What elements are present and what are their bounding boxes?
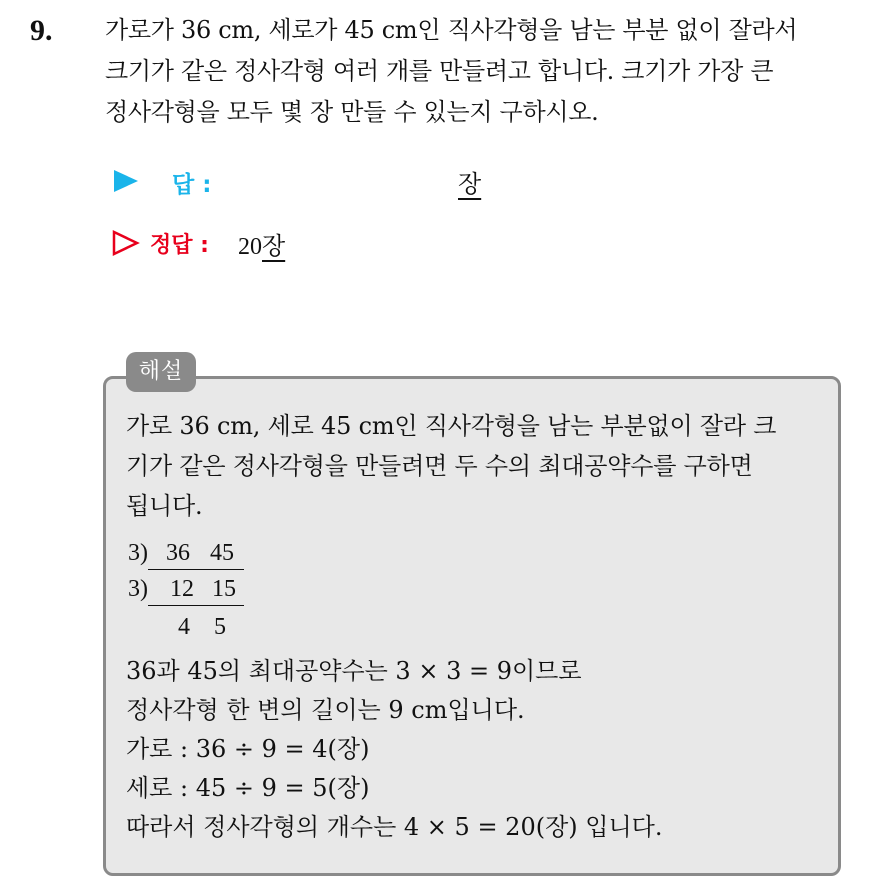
- question-text: [105, 10, 865, 133]
- explanation-line: 됩니다.: [126, 492, 203, 520]
- explanation-step: 세로 : 45 ÷ 9 = 5(장): [126, 774, 370, 802]
- explanation-tab: 해설: [126, 352, 196, 392]
- division-number: 36: [166, 540, 190, 566]
- explanation-step: 36과 45의 최대공약수는 3 × 3 = 9이므로: [126, 657, 582, 685]
- question-line: 크기가 같은 정사각형 여러 개를 만들려고 합니다. 크기가 가장 큰: [105, 57, 774, 85]
- filled-triangle-icon: [114, 170, 138, 192]
- division-divisor: 3): [128, 540, 148, 566]
- correct-answer-label: 정답 :: [150, 233, 209, 258]
- answer-row: [110, 164, 530, 200]
- explanation-line: 가로 36 cm, 세로 45 cm인 직사각형을 남는 부분없이 잘라 크: [126, 412, 777, 440]
- division-number: 12: [170, 576, 194, 602]
- correct-answer-value: [238, 226, 285, 261]
- explanation-steps: [126, 652, 826, 847]
- correct-answer-row: [110, 226, 410, 262]
- ladder-division: [128, 537, 288, 647]
- division-line: [148, 605, 244, 606]
- division-quotient: 4: [178, 614, 190, 640]
- correct-answer-number: 20: [238, 234, 262, 260]
- division-divisor: 3): [128, 576, 148, 602]
- correct-answer-unit: 장: [262, 232, 286, 260]
- division-quotient: 5: [214, 614, 226, 640]
- answer-unit: 장: [458, 170, 482, 198]
- explanation-intro: [126, 406, 826, 526]
- outline-triangle-icon: [112, 230, 140, 256]
- question-line: 가로가 36 cm, 세로가 45 cm인 직사각형을 남는 부분 없이 잘라서: [105, 16, 798, 44]
- explanation-step: 따라서 정사각형의 개수는 4 × 5 = 20(장) 입니다.: [126, 813, 663, 841]
- division-number: 15: [212, 576, 236, 602]
- division-number: 45: [210, 540, 234, 566]
- explanation-step: 정사각형 한 변의 길이는 9 cm입니다.: [126, 696, 525, 724]
- division-line: [148, 569, 244, 570]
- answer-label: 답 :: [172, 172, 212, 198]
- question-line: 정사각형을 모두 몇 장 만들 수 있는지 구하시오.: [105, 98, 599, 126]
- explanation-line: 기가 같은 정사각형을 만들려면 두 수의 최대공약수를 구하면: [126, 452, 753, 480]
- explanation-step: 가로 : 36 ÷ 9 = 4(장): [126, 735, 370, 763]
- question-number: 9.: [30, 14, 53, 47]
